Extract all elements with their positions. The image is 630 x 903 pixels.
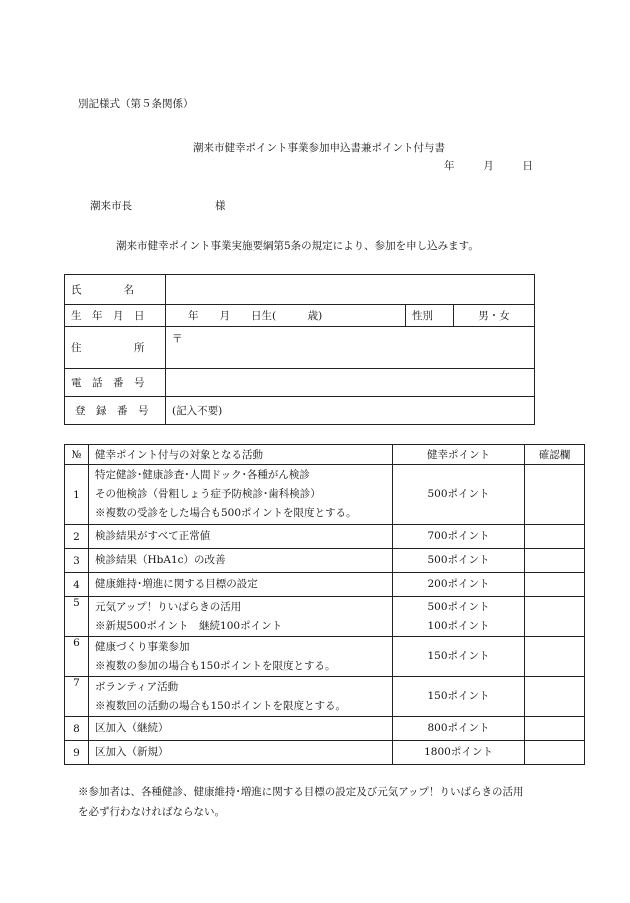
points-value: 1800ポイント <box>424 746 493 758</box>
activity-line: 検診結果がすべて正常値 <box>95 530 211 542</box>
activity-row <box>65 741 585 765</box>
reg-field <box>166 397 535 425</box>
activity-row <box>65 525 585 549</box>
activity-line: ボランティア活動 <box>95 680 179 693</box>
dob-field[interactable] <box>166 305 406 327</box>
applicant-table <box>64 274 535 425</box>
activity-no: 3 <box>65 549 89 573</box>
activity-line: 区加入（継続） <box>95 722 169 734</box>
footnote-line-1: ※参加者は、各種健診、健康維持･増進に関する目標の設定及び元気アップ！りいばらきの活用 <box>78 786 524 798</box>
points-value: 150ポイント <box>427 690 490 702</box>
confirm-cell[interactable] <box>525 717 585 741</box>
activity-no: 2 <box>65 525 89 549</box>
points-value: 150ポイント <box>427 650 490 662</box>
dob-label: 生 年 月 日 <box>71 310 145 322</box>
honorific: 様 <box>215 200 226 212</box>
dob-template: 年 月 日生( 歳) <box>188 310 323 322</box>
activity-points <box>393 465 525 525</box>
gender-field[interactable] <box>454 305 535 327</box>
activity-line: 区加入（新規） <box>95 746 169 758</box>
gender-label-cell <box>406 305 454 327</box>
activity-line: ※複数の受診をした場合も500ポイントを限度とする。 <box>95 507 357 519</box>
activity-no: 4 <box>65 573 89 597</box>
col-points-header: 健幸ポイント <box>393 445 525 465</box>
confirm-cell[interactable] <box>525 637 585 677</box>
name-label-cell <box>65 275 166 305</box>
address-label: 住 所 <box>71 342 145 354</box>
activity-points <box>393 741 525 765</box>
points-value: 800ポイント <box>427 722 490 734</box>
activity-description <box>89 525 393 549</box>
activity-no: 8 <box>65 717 89 741</box>
activity-line: 健康維持･増進に関する目標の設定 <box>95 578 258 590</box>
confirm-cell[interactable] <box>525 525 585 549</box>
name-field[interactable] <box>166 275 535 305</box>
confirm-cell[interactable] <box>525 741 585 765</box>
points-value: 100ポイント <box>427 619 490 632</box>
dob-label-cell <box>65 305 166 327</box>
gender-label: 性別 <box>412 310 433 322</box>
activity-description <box>89 677 393 717</box>
confirm-cell[interactable] <box>525 677 585 717</box>
date-day: 日 <box>522 160 533 172</box>
activity-no: 6 <box>65 637 89 677</box>
activity-no: 7 <box>65 677 89 717</box>
activity-points <box>393 597 525 637</box>
activity-points <box>393 549 525 573</box>
activity-row <box>65 717 585 741</box>
date-year: 年 <box>444 160 455 172</box>
activity-points <box>393 573 525 597</box>
points-value: 200ポイント <box>427 578 490 590</box>
confirm-cell[interactable] <box>525 573 585 597</box>
activity-points <box>393 525 525 549</box>
activities-table <box>64 444 585 765</box>
reg-label-cell <box>65 397 166 425</box>
address-field[interactable] <box>166 327 535 369</box>
activity-description <box>89 741 393 765</box>
activity-no: 9 <box>65 741 89 765</box>
address-label-cell <box>65 327 166 369</box>
activity-row <box>65 573 585 597</box>
addressee: 潮来市長 <box>90 200 132 212</box>
phone-label-cell <box>65 369 166 397</box>
activity-points <box>393 677 525 717</box>
activity-description <box>89 637 393 677</box>
points-value: 500ポイント <box>427 554 490 566</box>
activity-line: ※新規500ポイント 継続100ポイント <box>95 619 283 632</box>
date-line <box>444 158 533 173</box>
activity-row <box>65 637 585 677</box>
activity-points <box>393 717 525 741</box>
activity-no: 1 <box>65 465 89 525</box>
activity-description <box>89 717 393 741</box>
phone-field[interactable] <box>166 369 535 397</box>
reg-label: 登 録 番 号 <box>75 405 149 417</box>
activity-line: 特定健診･健康診査･人間ドック･各種がん検診 <box>95 469 310 481</box>
activity-row <box>65 465 585 525</box>
activity-description <box>89 573 393 597</box>
activity-row <box>65 549 585 573</box>
phone-label: 電 話 番 号 <box>71 377 145 389</box>
activity-no: 5 <box>65 597 89 637</box>
gender-value: 男・女 <box>478 310 510 322</box>
postal-mark: 〒 <box>172 333 183 345</box>
reg-value: (記入不要) <box>172 405 223 417</box>
activity-line: その他検診（骨粗しょう症予防検診･歯科検診） <box>95 488 321 500</box>
col-no-header: № <box>65 445 89 465</box>
points-value: 500ポイント <box>427 488 490 500</box>
activity-line: 元気アップ！りいばらきの活用 <box>95 600 242 613</box>
confirm-cell[interactable] <box>525 465 585 525</box>
points-value: 500ポイント <box>427 600 490 613</box>
activity-line: 検診結果（HbA1c）の改善 <box>95 554 226 566</box>
confirm-cell[interactable] <box>525 597 585 637</box>
confirm-cell[interactable] <box>525 549 585 573</box>
activity-line: 健康づくり事業参加 <box>95 640 190 653</box>
activity-line: ※複数の参加の場合も150ポイントを限度とする。 <box>95 659 336 672</box>
footnote-line-2: を必ず行わなければならない。 <box>78 806 225 818</box>
name-label: 氏 名 <box>71 284 134 296</box>
activity-line: ※複数回の活動の場合も150ポイントを限度とする。 <box>95 699 347 712</box>
document-title: 潮来市健幸ポイント事業参加申込書兼ポイント付与書 <box>193 142 445 154</box>
activity-points <box>393 637 525 677</box>
activity-row <box>65 597 585 637</box>
col-activity-header: 健幸ポイント付与の対象となる活動 <box>89 445 393 465</box>
activity-row <box>65 677 585 717</box>
activity-description <box>89 465 393 525</box>
form-label: 別記様式（第５条関係） <box>78 98 194 110</box>
points-value: 700ポイント <box>427 530 490 542</box>
intro-text: 潮来市健幸ポイント事業実施要綱第5条の規定により、参加を申し込みます。 <box>116 240 479 252</box>
activity-description <box>89 549 393 573</box>
activity-description <box>89 597 393 637</box>
date-month: 月 <box>483 160 494 172</box>
col-confirm-header: 確認欄 <box>525 445 585 465</box>
